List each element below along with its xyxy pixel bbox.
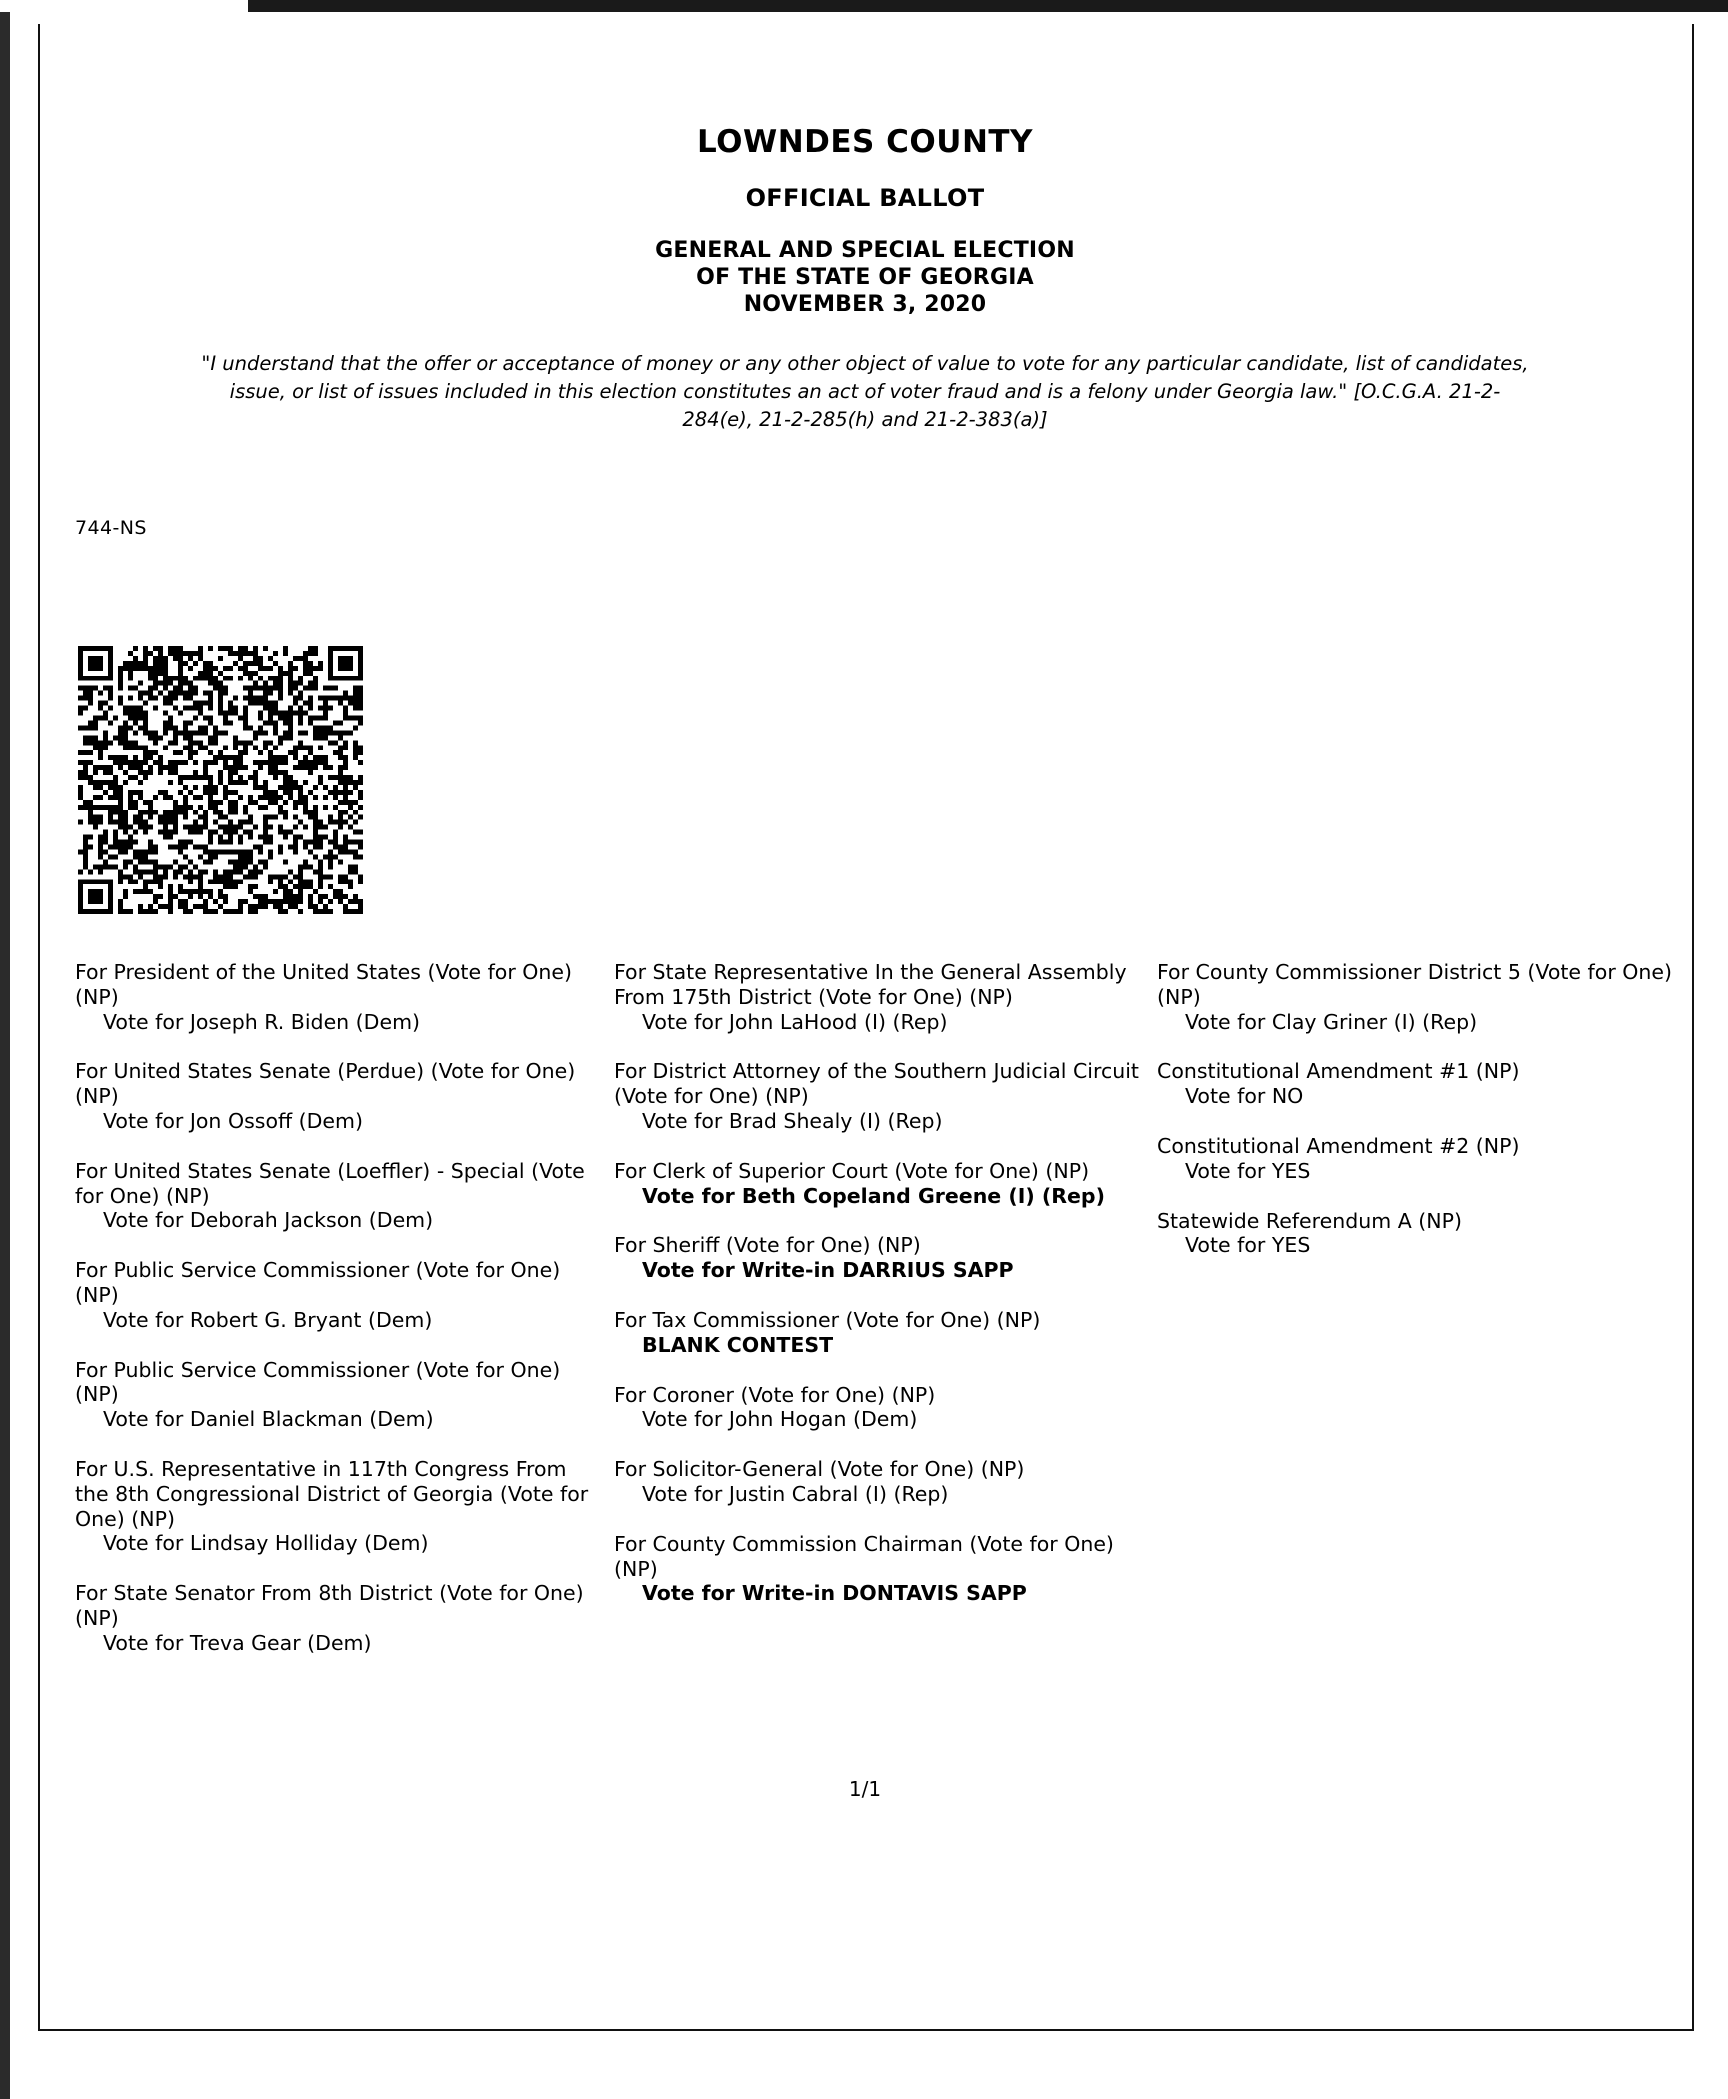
contest-block: [1157, 1209, 1682, 1259]
contest-title: For District Attorney of the Southern Judicial Circuit (Vote for One) (NP): [614, 1059, 1139, 1109]
qr-code-icon: [78, 646, 363, 914]
election-title-line3: NOVEMBER 3, 2020: [743, 291, 987, 317]
contest-title: For United States Senate (Loeffler) - Special (Vote for One) (NP): [75, 1158, 585, 1208]
election-title: [20, 238, 1710, 318]
contest-block: [75, 1159, 600, 1233]
contest-selection: Vote for Brad Shealy (I) (Rep): [642, 1108, 943, 1133]
contest-selection: Vote for Robert G. Bryant (Dem): [103, 1307, 433, 1332]
scan-artifact-top-bar: [248, 0, 1728, 12]
contest-block: [1157, 1134, 1682, 1184]
ballot-page: [20, 12, 1710, 2099]
contest-title: For State Senator From 8th District (Vote for One) (NP): [75, 1581, 584, 1630]
contest-title: For Coroner (Vote for One) (NP): [614, 1382, 936, 1407]
contest-title: Constitutional Amendment #2 (NP): [1157, 1133, 1520, 1158]
contest-title: For United States Senate (Perdue) (Vote for One) (NP): [75, 1059, 576, 1109]
contest-selection: Vote for Deborah Jackson (Dem): [103, 1208, 434, 1233]
contest-selection: Vote for Jon Ossoff (Dem): [103, 1108, 363, 1133]
contest-selection: Vote for Joseph R. Biden (Dem): [103, 1009, 421, 1034]
contest-block: [614, 1383, 1139, 1433]
contest-title: Constitutional Amendment #1 (NP): [1157, 1059, 1520, 1084]
ballot-header: [20, 124, 1710, 434]
contest-title: For Public Service Commissioner (Vote for One) (NP): [75, 1357, 561, 1407]
contest-title: For State Representative In the General Assembly From 175th District (Vote for One) (NP): [614, 960, 1127, 1009]
contest-title: For U.S. Representative in 117th Congress From the 8th Congressional District of Georgia (Vote for One) (NP): [75, 1456, 589, 1531]
contest-selection: Vote for Lindsay Holliday (Dem): [103, 1531, 429, 1556]
contest-block: [614, 1532, 1139, 1606]
contest-block: [614, 1159, 1139, 1209]
contest-title: For County Commissioner District 5 (Vote for One) (NP): [1157, 960, 1673, 1009]
contest-selection: Vote for Write-in DONTAVIS SAPP: [642, 1581, 1027, 1606]
contest-block: [614, 1233, 1139, 1283]
election-title-line1: GENERAL AND SPECIAL ELECTION: [655, 238, 1075, 263]
contest-block: [75, 1258, 600, 1332]
contest-block: [614, 1308, 1139, 1358]
ballot-style-id: 744-NS: [75, 517, 147, 539]
page-border-bottom: [38, 2029, 1694, 2031]
contest-selection: Vote for YES: [1185, 1158, 1311, 1183]
qr-code-canvas: [78, 646, 363, 914]
contest-selection: Vote for Clay Griner (I) (Rep): [1185, 1009, 1478, 1034]
selections-column-3: [1157, 960, 1690, 1681]
contest-selection: BLANK CONTEST: [642, 1332, 834, 1357]
contest-title: For President of the United States (Vote for One) (NP): [75, 960, 573, 1009]
contest-selection: Vote for YES: [1185, 1233, 1311, 1258]
contest-block: [75, 1457, 600, 1556]
contest-block: [75, 1581, 600, 1655]
contest-block: [614, 1457, 1139, 1507]
contest-selection: Vote for NO: [1185, 1084, 1304, 1109]
page-border-left: [38, 24, 40, 2029]
contest-block: [75, 1358, 600, 1432]
contest-selection: Vote for Daniel Blackman (Dem): [103, 1407, 434, 1432]
contest-title: For Public Service Commissioner (Vote for One) (NP): [75, 1258, 561, 1307]
contest-block: [614, 960, 1139, 1034]
selections-column-1: [75, 960, 608, 1681]
contest-selection: Vote for John Hogan (Dem): [642, 1407, 918, 1432]
page-number: 1/1: [848, 1777, 882, 1801]
contest-title: For Sheriff (Vote for One) (NP): [614, 1233, 921, 1258]
scan-artifact-left-gap: [10, 12, 18, 2099]
contest-block: [1157, 960, 1682, 1034]
contest-block: [1157, 1059, 1682, 1109]
contest-title: Statewide Referendum A (NP): [1157, 1208, 1462, 1233]
contest-block: [614, 1059, 1139, 1133]
contest-selection: Vote for Treva Gear (Dem): [103, 1630, 372, 1655]
contest-selection: Vote for Beth Copeland Greene (I) (Rep): [642, 1183, 1105, 1208]
selections-column-2: [614, 960, 1147, 1681]
contest-selection: Vote for Write-in DARRIUS SAPP: [642, 1258, 1014, 1283]
official-ballot-title: OFFICIAL BALLOT: [745, 184, 985, 212]
contest-selection: Vote for Justin Cabral (I) (Rep): [642, 1481, 949, 1506]
ballot-selections: [75, 960, 1715, 1681]
voter-oath-text: "I understand that the offer or acceptance of money or any other object of value to vote for any particular candidate, list of candidates, issue, or list of issues included in this election constitutes an act of voter fraud and is a felony under Georgia law." [O.C.G.A. 21-2-284(e), 21-2-285(h) and 21-2-383(a)]: [201, 352, 1529, 431]
contest-block: [75, 1059, 600, 1133]
contest-selection: Vote for John LaHood (I) (Rep): [642, 1009, 948, 1034]
county-title: LOWNDES COUNTY: [697, 124, 1033, 160]
contest-block: [75, 960, 600, 1034]
election-title-line2: OF THE STATE OF GEORGIA: [696, 264, 1034, 290]
contest-title: For Tax Commissioner (Vote for One) (NP): [614, 1307, 1041, 1332]
scan-artifact-left-edge: [0, 12, 10, 2099]
contest-title: For Clerk of Superior Court (Vote for One) (NP): [614, 1158, 1090, 1183]
contest-title: For Solicitor-General (Vote for One) (NP): [614, 1457, 1025, 1482]
contest-title: For County Commission Chairman (Vote for One) (NP): [614, 1531, 1114, 1581]
